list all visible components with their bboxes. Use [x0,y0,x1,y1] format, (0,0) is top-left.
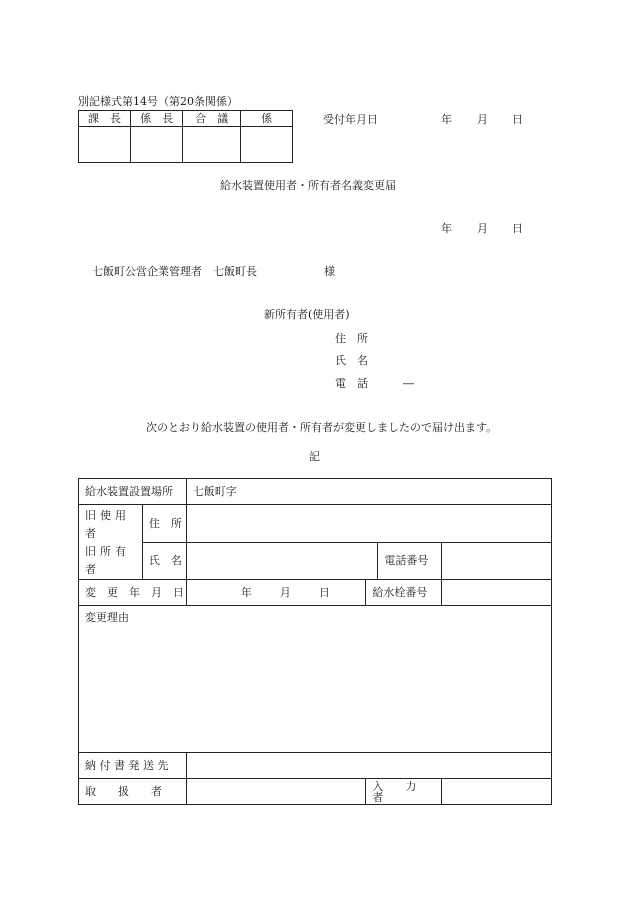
handler-row [79,779,552,805]
date-year-label: 年 [441,222,452,235]
applicant-name-label: 氏 名 [335,354,368,367]
stamp-box-consultation[interactable] [183,127,241,163]
received-day-label: 日 [512,113,523,126]
ki-mark: 記 [309,450,320,463]
date-day-label: 日 [512,222,523,235]
stamp-header-staff: 係 [241,111,293,127]
reason-row [79,606,552,753]
received-date-label: 受付年月日 [323,113,378,126]
form-number: 別記様式第14号（第20条関係） [78,95,238,108]
stamp-header-subsection-chief: 係 長 [131,111,183,127]
change-date-field[interactable] [186,580,366,606]
old-owner-address-row [79,505,552,543]
stamp-header-consultation: 合 議 [183,111,241,127]
bill-destination-field[interactable] [186,753,551,779]
received-year-label: 年 [441,113,452,126]
applicant-phone-dash: ― [403,377,414,390]
document-title: 給水装置使用者・所有者名義変更届 [220,179,396,192]
change-reason-field[interactable] [79,606,552,753]
change-reason-label: 変更理由 [85,611,129,624]
location-label: 給水装置設置場所 [79,479,187,505]
stamp-box-subsection-chief[interactable] [131,127,183,163]
change-date-day: 日 [318,586,330,599]
location-value[interactable]: 七飯町字 [186,479,551,505]
meter-number-field[interactable] [442,580,552,606]
old-owner-address-field[interactable] [186,505,551,543]
stamp-box-staff[interactable] [241,127,293,163]
stamp-box-section-chief[interactable] [79,127,131,163]
addressee-honorific: 様 [324,265,335,278]
stamp-header-section-chief: 課 長 [79,111,131,127]
bill-destination-label: 納 付 書 発 送 先 [79,753,187,779]
change-date-year: 年 [240,586,252,599]
old-owner-label: 旧使用者 旧所有者 [79,505,143,580]
applicant-phone-label: 電 話 [335,377,368,390]
applicant-address-label: 住 所 [335,332,368,345]
old-owner-name-field[interactable] [186,542,378,580]
date-month-label: 月 [477,222,488,235]
bill-destination-row [79,753,552,779]
phone-number-label: 電話番号 [378,542,442,580]
change-date-month: 月 [279,586,291,599]
change-date-row [79,580,552,606]
input-person-label: 入 力 者 [366,779,442,805]
location-row [79,479,552,505]
input-person-field[interactable] [442,779,552,805]
old-owner-address-label: 住 所 [142,505,186,543]
addressee-org: 七飯町公営企業管理者 七飯町長 [92,265,257,278]
received-month-label: 月 [477,113,488,126]
applicant-heading: 新所有者(使用者) [264,308,350,321]
change-date-label: 変 更 年 月 日 [79,580,187,606]
approval-stamp-table [78,110,293,163]
old-owner-name-label: 氏 名 [142,542,186,580]
phone-number-field[interactable] [442,542,552,580]
details-table [78,478,552,805]
handler-field[interactable] [186,779,366,805]
old-owner-name-row [79,542,552,580]
meter-number-label: 給水栓番号 [366,580,442,606]
handler-label: 取 扱 者 [79,779,187,805]
statement-text: 次のとおり給水装置の使用者・所有者が変更しましたので届け出ます。 [146,421,498,434]
